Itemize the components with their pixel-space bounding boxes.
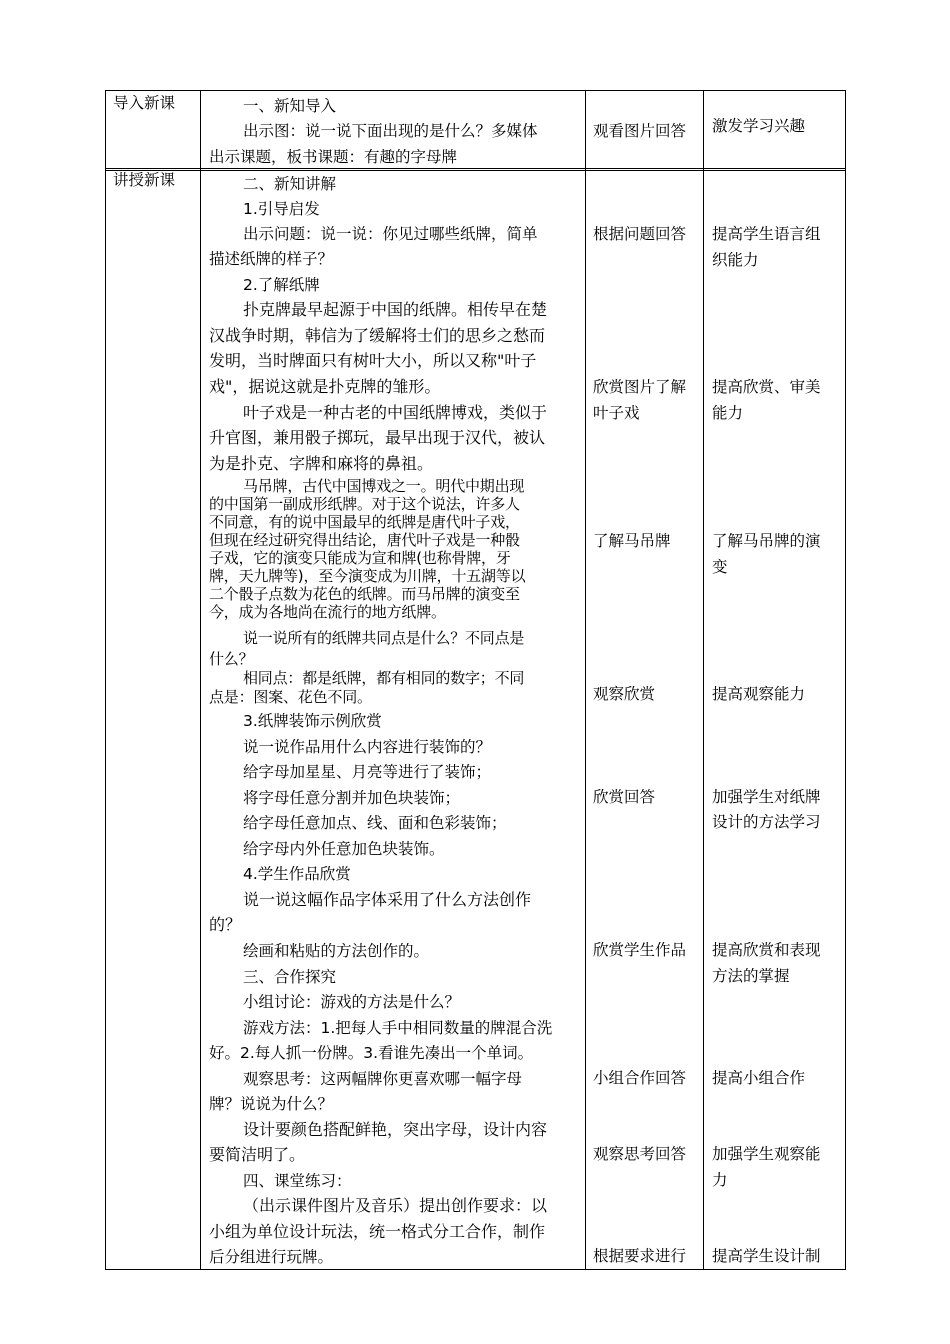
design-goal: 加强学生对纸牌 bbox=[712, 788, 821, 806]
content-line: 子戏，它的演变只能成为宣和牌(也称骨牌，牙 bbox=[209, 549, 511, 567]
content-line: 将字母任意分割并加色块装饰； bbox=[243, 789, 461, 807]
design-goal: 变 bbox=[712, 558, 728, 576]
design-goal: 力 bbox=[712, 1171, 728, 1189]
content-line: 2.了解纸牌 bbox=[243, 276, 320, 294]
content-line: 3.纸牌装饰示例欣赏 bbox=[243, 712, 382, 730]
content-line: 但现在经过研究得出结论，唐代叶子戏是一种骰 bbox=[209, 531, 520, 549]
content-line: 说一说作品用什么内容进行装饰的？ bbox=[243, 738, 492, 756]
content-line: 出示问题：说一说：你见过哪些纸牌，简单 bbox=[243, 225, 538, 243]
content-line: 说一说所有的纸牌共同点是什么？不同点是 bbox=[243, 629, 525, 647]
content-line: 出示课题，板书课题：有趣的字母牌 bbox=[209, 148, 458, 166]
content-line: 汉战争时期，韩信为了缓解将士们的思乡之愁而 bbox=[209, 326, 546, 345]
content-line: 小组为单位设计玩法，统一格式分工合作，制作 bbox=[209, 1222, 546, 1241]
design-goal: 方法的掌握 bbox=[712, 967, 790, 985]
content-line: 牌？说说为什么？ bbox=[209, 1095, 334, 1113]
design-goal: 设计的方法学习 bbox=[712, 813, 821, 831]
content-line: 二、新知讲解 bbox=[243, 175, 337, 193]
design-goal: 提高学生设计制 bbox=[712, 1247, 821, 1265]
design-goal: 加强学生观察能 bbox=[712, 1145, 821, 1163]
content-line: 叶子戏是一种古老的中国纸牌博戏，类似于 bbox=[243, 403, 548, 422]
row-divider-1 bbox=[105, 168, 846, 169]
content-line: 二个骰子点数为花色的纸牌。而马吊牌的演变至 bbox=[209, 585, 520, 603]
content-line: 1.引导启发 bbox=[243, 200, 320, 218]
content-line: 相同点：都是纸牌，都有相同的数字；不同 bbox=[243, 669, 525, 687]
row-divider-1-double bbox=[105, 170, 846, 171]
content-line: 说一说这幅作品字体采用了什么方法创作 bbox=[243, 890, 532, 909]
content-line: 牌，天九牌等)，至今演变成为川牌，十五湖等以 bbox=[209, 567, 526, 585]
column-divider-3 bbox=[703, 90, 704, 1270]
content-line: 给字母任意加点、线、面和色彩装饰； bbox=[243, 814, 507, 832]
design-goal: 提高小组合作 bbox=[712, 1069, 806, 1087]
column-divider-1 bbox=[200, 90, 201, 1270]
design-goal: 激发学习兴趣 bbox=[712, 117, 806, 135]
student-activity: 欣赏回答 bbox=[593, 788, 656, 806]
content-line: 不同意，有的说中国最早的纸牌是唐代叶子戏， bbox=[209, 513, 520, 531]
student-activity: 观察欣赏 bbox=[593, 685, 656, 703]
content-line: 扑克牌最早起源于中国的纸牌。相传早在楚 bbox=[243, 300, 548, 319]
content-line: 一、新知导入 bbox=[243, 97, 337, 115]
content-line: 设计要颜色搭配鲜艳，突出字母，设计内容 bbox=[243, 1120, 548, 1139]
student-activity: 欣赏图片了解 bbox=[593, 378, 687, 396]
content-line: 戏"，据说这就是扑克牌的雏形。 bbox=[209, 377, 441, 396]
content-line: 观察思考：这两幅牌你更喜欢哪一幅字母 bbox=[243, 1070, 523, 1088]
content-line: 马吊牌，古代中国博戏之一。明代中期出现 bbox=[243, 477, 525, 495]
stage-label: 讲授新课 bbox=[113, 171, 176, 189]
content-line: 点是：图案、花色不同。 bbox=[209, 688, 372, 706]
content-line: 出示图：说一说下面出现的是什么？多媒体 bbox=[243, 122, 538, 140]
content-line: 为是扑克、字牌和麻将的鼻祖。 bbox=[209, 454, 434, 473]
student-activity: 了解马吊牌 bbox=[593, 532, 671, 550]
column-divider-2 bbox=[585, 90, 586, 1270]
content-line: 游戏方法：1.把每人手中相同数量的牌混合洗 bbox=[243, 1019, 553, 1037]
content-line: 4.学生作品欣赏 bbox=[243, 865, 351, 883]
content-line: 的中国第一副成形纸牌。对于这个说法，许多人 bbox=[209, 495, 520, 513]
content-line: 发明，当时牌面只有树叶大小，所以又称"叶子 bbox=[209, 351, 537, 370]
content-line: 给字母加星星、月亮等进行了装饰； bbox=[243, 763, 492, 781]
content-line: （出示课件图片及音乐）提出创作要求：以 bbox=[243, 1196, 548, 1215]
content-line: 今，成为各地尚在流行的地方纸牌。 bbox=[209, 603, 446, 621]
content-line: 小组讨论：游戏的方法是什么？ bbox=[243, 993, 461, 1011]
design-goal: 提高欣赏和表现 bbox=[712, 941, 821, 959]
content-line: 四、课堂练习： bbox=[243, 1172, 352, 1190]
design-goal: 提高观察能力 bbox=[712, 685, 806, 703]
content-line: 后分组进行玩牌。 bbox=[209, 1248, 334, 1266]
design-goal: 提高欣赏、审美 bbox=[712, 378, 821, 396]
design-goal: 能力 bbox=[712, 404, 744, 422]
content-line: 三、合作探究 bbox=[243, 968, 337, 986]
student-activity: 根据问题回答 bbox=[593, 225, 687, 243]
student-activity: 根据要求进行 bbox=[593, 1247, 687, 1265]
content-line: 升官图，兼用骰子掷玩，最早出现于汉代，被认 bbox=[209, 428, 546, 447]
content-line: 什么？ bbox=[209, 650, 254, 668]
content-line: 给字母内外任意加色块装饰。 bbox=[243, 840, 445, 858]
content-line: 好。2.每人抓一份牌。3.看谁先凑出一个单词。 bbox=[209, 1044, 534, 1062]
stage-label: 导入新课 bbox=[113, 94, 176, 112]
student-activity: 小组合作回答 bbox=[593, 1069, 687, 1087]
content-line: 要简洁明了。 bbox=[209, 1145, 306, 1164]
student-activity: 观看图片回答 bbox=[593, 122, 687, 140]
content-line: 描述纸牌的样子？ bbox=[209, 250, 334, 268]
design-goal: 提高学生语言组 bbox=[712, 225, 821, 243]
content-line: 绘画和粘贴的方法创作的。 bbox=[243, 942, 430, 960]
design-goal: 了解马吊牌的演 bbox=[712, 532, 821, 550]
student-activity: 欣赏学生作品 bbox=[593, 941, 687, 959]
design-goal: 织能力 bbox=[712, 251, 759, 269]
student-activity: 叶子戏 bbox=[593, 404, 640, 422]
content-line: 的？ bbox=[209, 915, 242, 934]
student-activity: 观察思考回答 bbox=[593, 1145, 687, 1163]
